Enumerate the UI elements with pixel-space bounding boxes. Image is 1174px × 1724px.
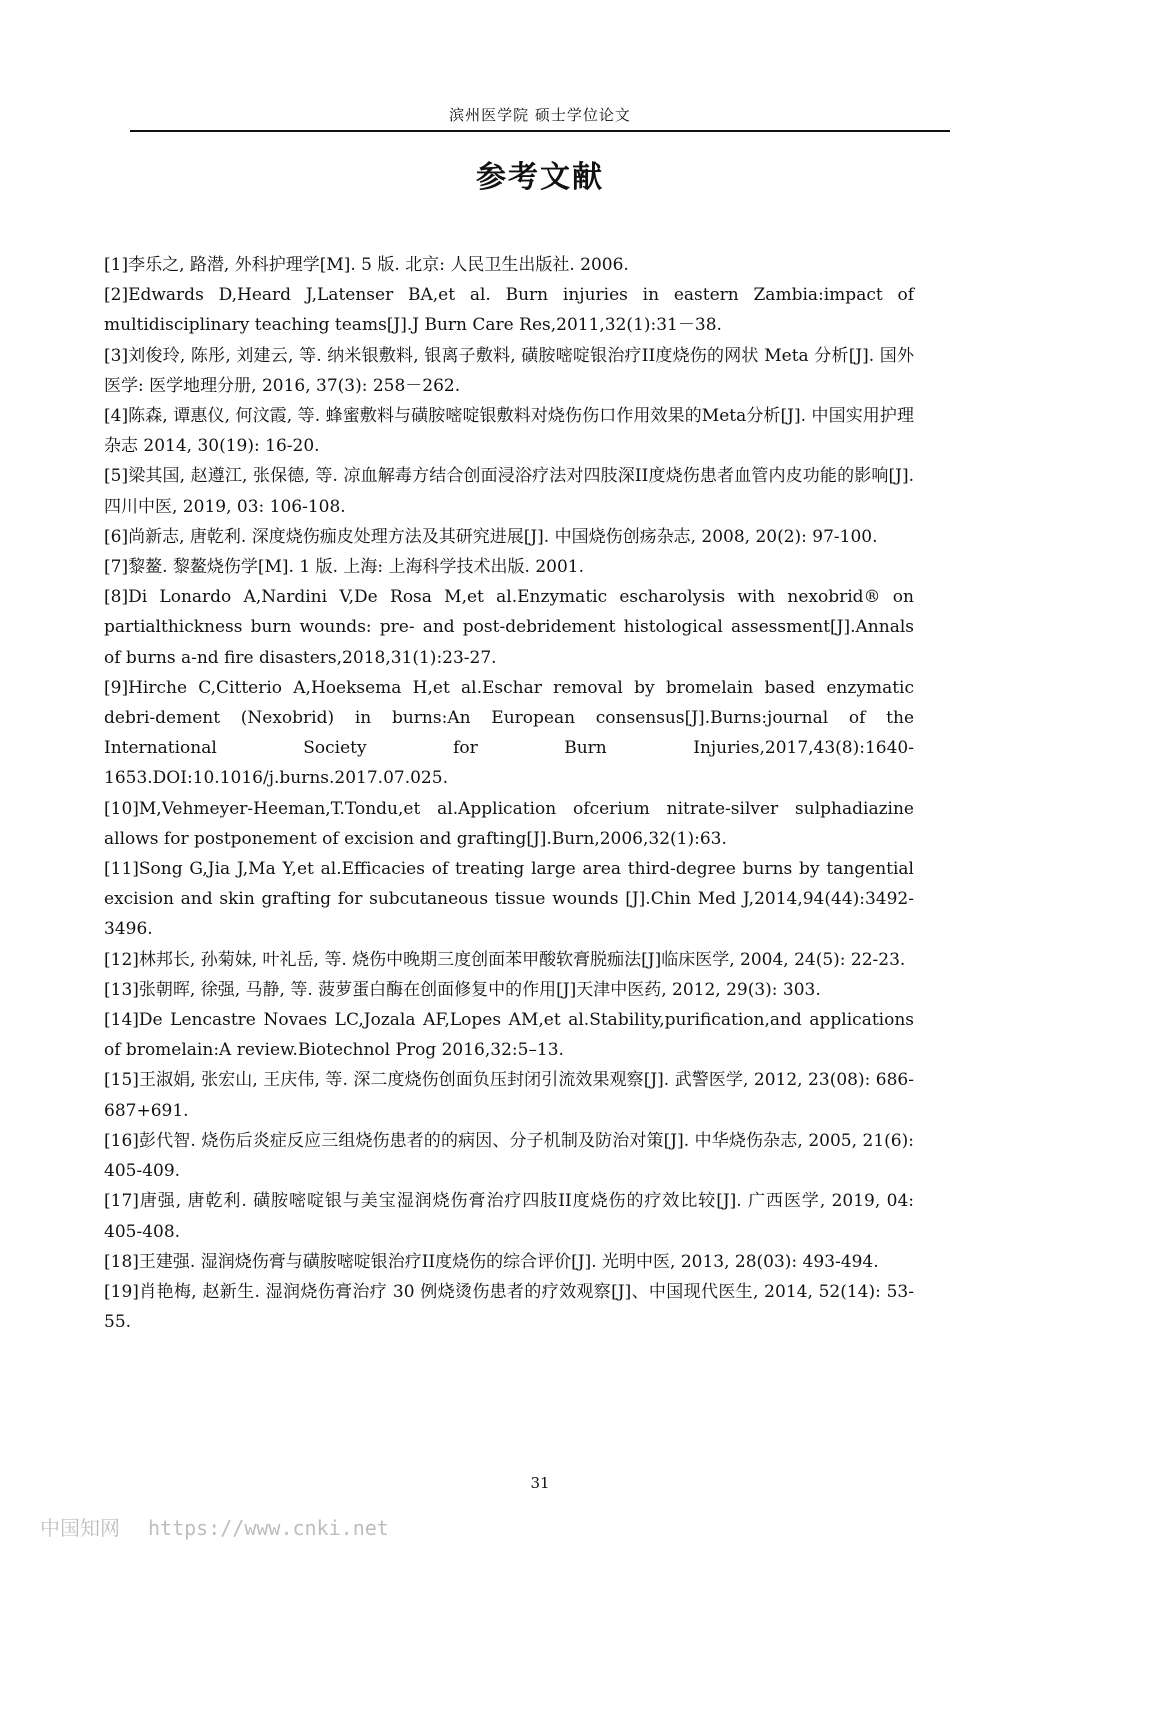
reference-17: [17]唐强, 唐乾利. 磺胺嘧啶银与美宝湿润烧伤膏治疗四肢II度烧伤的疗效比较[J]. 广西医学, 2019, 04: 405-408. [104,1191,914,1242]
reference-9: [9]Hirche C,Citterio A,Hoeksema H,et al.Eschar removal by bromelain based enzymatic debri-dement (Nexobrid) in burns:An European consensus[J].Burns:journal of the International Society for Burn Injuries,2017,43(8):1640-1653.DOI:10.1016/j.burns.2017.07.025. [104,677,914,789]
reference-8: [8]Di Lonardo A,Nardini V,De Rosa M,et al.Enzymatic escharolysis with nexobrid® on partialthickness burn wounds: pre- and post-debridement histological assessment[J].Annals of burns a-nd fire disasters,2018,31(1):23-27. [104,587,914,668]
watermark-site-name: 中国知网 [40,1516,120,1540]
page-number: 31 [530,1474,550,1492]
reference-3: [3]刘俊玲, 陈彤, 刘建云, 等. 纳米银敷料, 银离子敷料, 磺胺嘧啶银治疗II度烧伤的网状 Meta 分析[J]. 国外医学: 医学地理分册, 2016, 37(3): 258－262. [104,345,914,396]
reference-list [104,250,914,1337]
reference-2: [2]Edwards D,Heard J,Latenser BA,et al. Burn injuries in eastern Zambia:impact of multidisciplinary teaching teams[J].J Burn Care Res,2011,32(1):31－38. [104,285,914,336]
reference-18: [18]王建强. 湿润烧伤膏与磺胺嘧啶银治疗II度烧伤的综合评价[J]. 光明中医, 2013, 28(03): 493-494. [104,1251,879,1272]
running-header: 滨州医学院 硕士学位论文 [449,106,631,124]
cnki-watermark [40,1512,389,1541]
reference-19: [19]肖艳梅, 赵新生. 湿润烧伤膏治疗 30 例烧烫伤患者的疗效观察[J]、中国现代医生, 2014, 52(14): 53-55. [104,1281,914,1333]
reference-1: [1]李乐之, 路潜, 外科护理学[M]. 5 版. 北京: 人民卫生出版社. 2006. [104,255,629,275]
reference-11: [11]Song G,Jia J,Ma Y,et al.Efficacies of treating large area third-degree burns by tangential excision and skin grafting for subcutaneous tissue wounds [J].Chin Med J,2014,94(44):3492-3496. [104,859,914,940]
reference-16: [16]彭代智. 烧伤后炎症反应三组烧伤患者的的病因、分子机制及防治对策[J]. 中华烧伤杂志, 2005, 21(6): 405-409. [104,1130,914,1182]
reference-15: [15]王淑娟, 张宏山, 王庆伟, 等. 深二度烧伤创面负压封闭引流效果观察[J]. 武警医学, 2012, 23(08): 686-687+691. [104,1070,914,1121]
header-rule [130,130,950,132]
reference-14: [14]De Lencastre Novaes LC,Jozala AF,Lopes AM,et al.Stability,purification,and applications of bromelain:A review.Biotechnol Prog 2016,32:5–13. [104,1010,914,1061]
reference-10: [10]M,Vehmeyer-Heeman,T.Tondu,et al.Application ofcerium nitrate-silver sulphadiazine allows for postponement of excision and grafting[J].Burn,2006,32(1):63. [104,798,914,849]
page-title: 参考文献 [476,160,604,195]
reference-13: [13]张朝晖, 徐强, 马静, 等. 菠萝蛋白酶在创面修复中的作用[J]天津中医药, 2012, 29(3): 303. [104,979,821,1000]
watermark-url: https://www.cnki.net [148,1516,389,1540]
reference-12: [12]林邦长, 孙菊妹, 叶礼岳, 等. 烧伤中晚期三度创面苯甲酸软膏脱痂法[J]临床医学, 2004, 24(5): 22-23. [104,949,906,970]
reference-5: [5]梁其国, 赵遵江, 张保德, 等. 凉血解毒方结合创面浸浴疗法对四肢深II度烧伤患者血管内皮功能的影响[J]. 四川中医, 2019, 03: 106-108. [104,466,914,517]
reference-4: [4]陈森, 谭惠仪, 何汶霞, 等. 蜂蜜敷料与磺胺嘧啶银敷料对烧伤伤口作用效果的Meta分析[J]. 中国实用护理杂志 2014, 30(19): 16-20. [104,406,914,457]
reference-7: [7]黎鳌. 黎鳌烧伤学[M]. 1 版. 上海: 上海科学技术出版. 2001. [104,557,585,578]
reference-6: [6]尚新志, 唐乾利. 深度烧伤痂皮处理方法及其研究进展[J]. 中国烧伤创疡杂志, 2008, 20(2): 97-100. [104,526,878,547]
